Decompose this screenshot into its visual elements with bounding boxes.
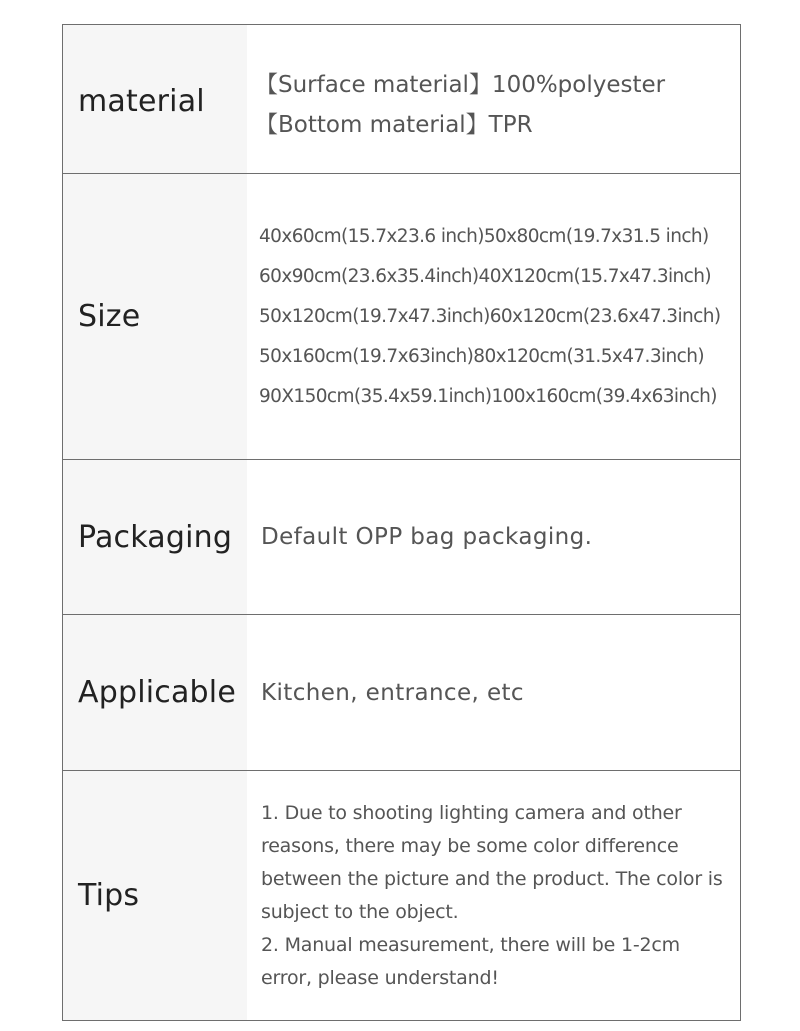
tips-line: 1. Due to shooting lighting camera and other — [261, 801, 682, 824]
tips-line: reasons, there may be some color difference — [261, 834, 679, 857]
spec-row-material — [63, 25, 740, 173]
spec-row-size — [63, 173, 740, 459]
size-line: 90X150cm(35.4x59.1inch)100x160cm(39.4x63inch) — [259, 385, 717, 407]
surface-material-text: 【Surface material】100%polyester — [255, 72, 666, 98]
size-line: 50x120cm(19.7x47.3inch)60x120cm(23.6x47.3inch) — [259, 305, 721, 327]
spec-value-applicable — [247, 615, 740, 770]
applicable-text: Kitchen, entrance, etc — [261, 679, 524, 706]
spec-label-applicable: Applicable — [63, 615, 247, 770]
size-line: 50x160cm(19.7x63inch)80x120cm(31.5x47.3inch) — [259, 345, 704, 367]
tips-line: 2. Manual measurement, there will be 1-2cm — [261, 933, 680, 956]
spec-value-tips — [247, 771, 740, 1020]
spec-row-tips — [63, 770, 740, 1020]
product-spec-table — [62, 24, 741, 1021]
spec-row-applicable — [63, 614, 740, 770]
tips-line: error, please understand! — [261, 966, 499, 989]
packaging-text: Default OPP bag packaging. — [261, 524, 593, 550]
tips-line: between the picture and the product. The color is — [261, 867, 723, 890]
spec-row-packaging — [63, 459, 740, 614]
spec-label-tips: Tips — [63, 771, 247, 1020]
spec-value-material — [247, 25, 740, 173]
spec-value-size — [247, 174, 740, 459]
spec-label-size: Size — [63, 174, 247, 459]
tips-line: subject to the object. — [261, 900, 459, 923]
size-line: 60x90cm(23.6x35.4inch)40X120cm(15.7x47.3inch) — [259, 265, 711, 287]
size-line: 40x60cm(15.7x23.6 inch)50x80cm(19.7x31.5 inch) — [259, 225, 709, 247]
spec-value-packaging — [247, 460, 740, 614]
spec-label-packaging: Packaging — [63, 460, 247, 614]
spec-label-material: material — [63, 25, 247, 173]
bottom-material-text: 【Bottom material】TPR — [255, 112, 533, 138]
